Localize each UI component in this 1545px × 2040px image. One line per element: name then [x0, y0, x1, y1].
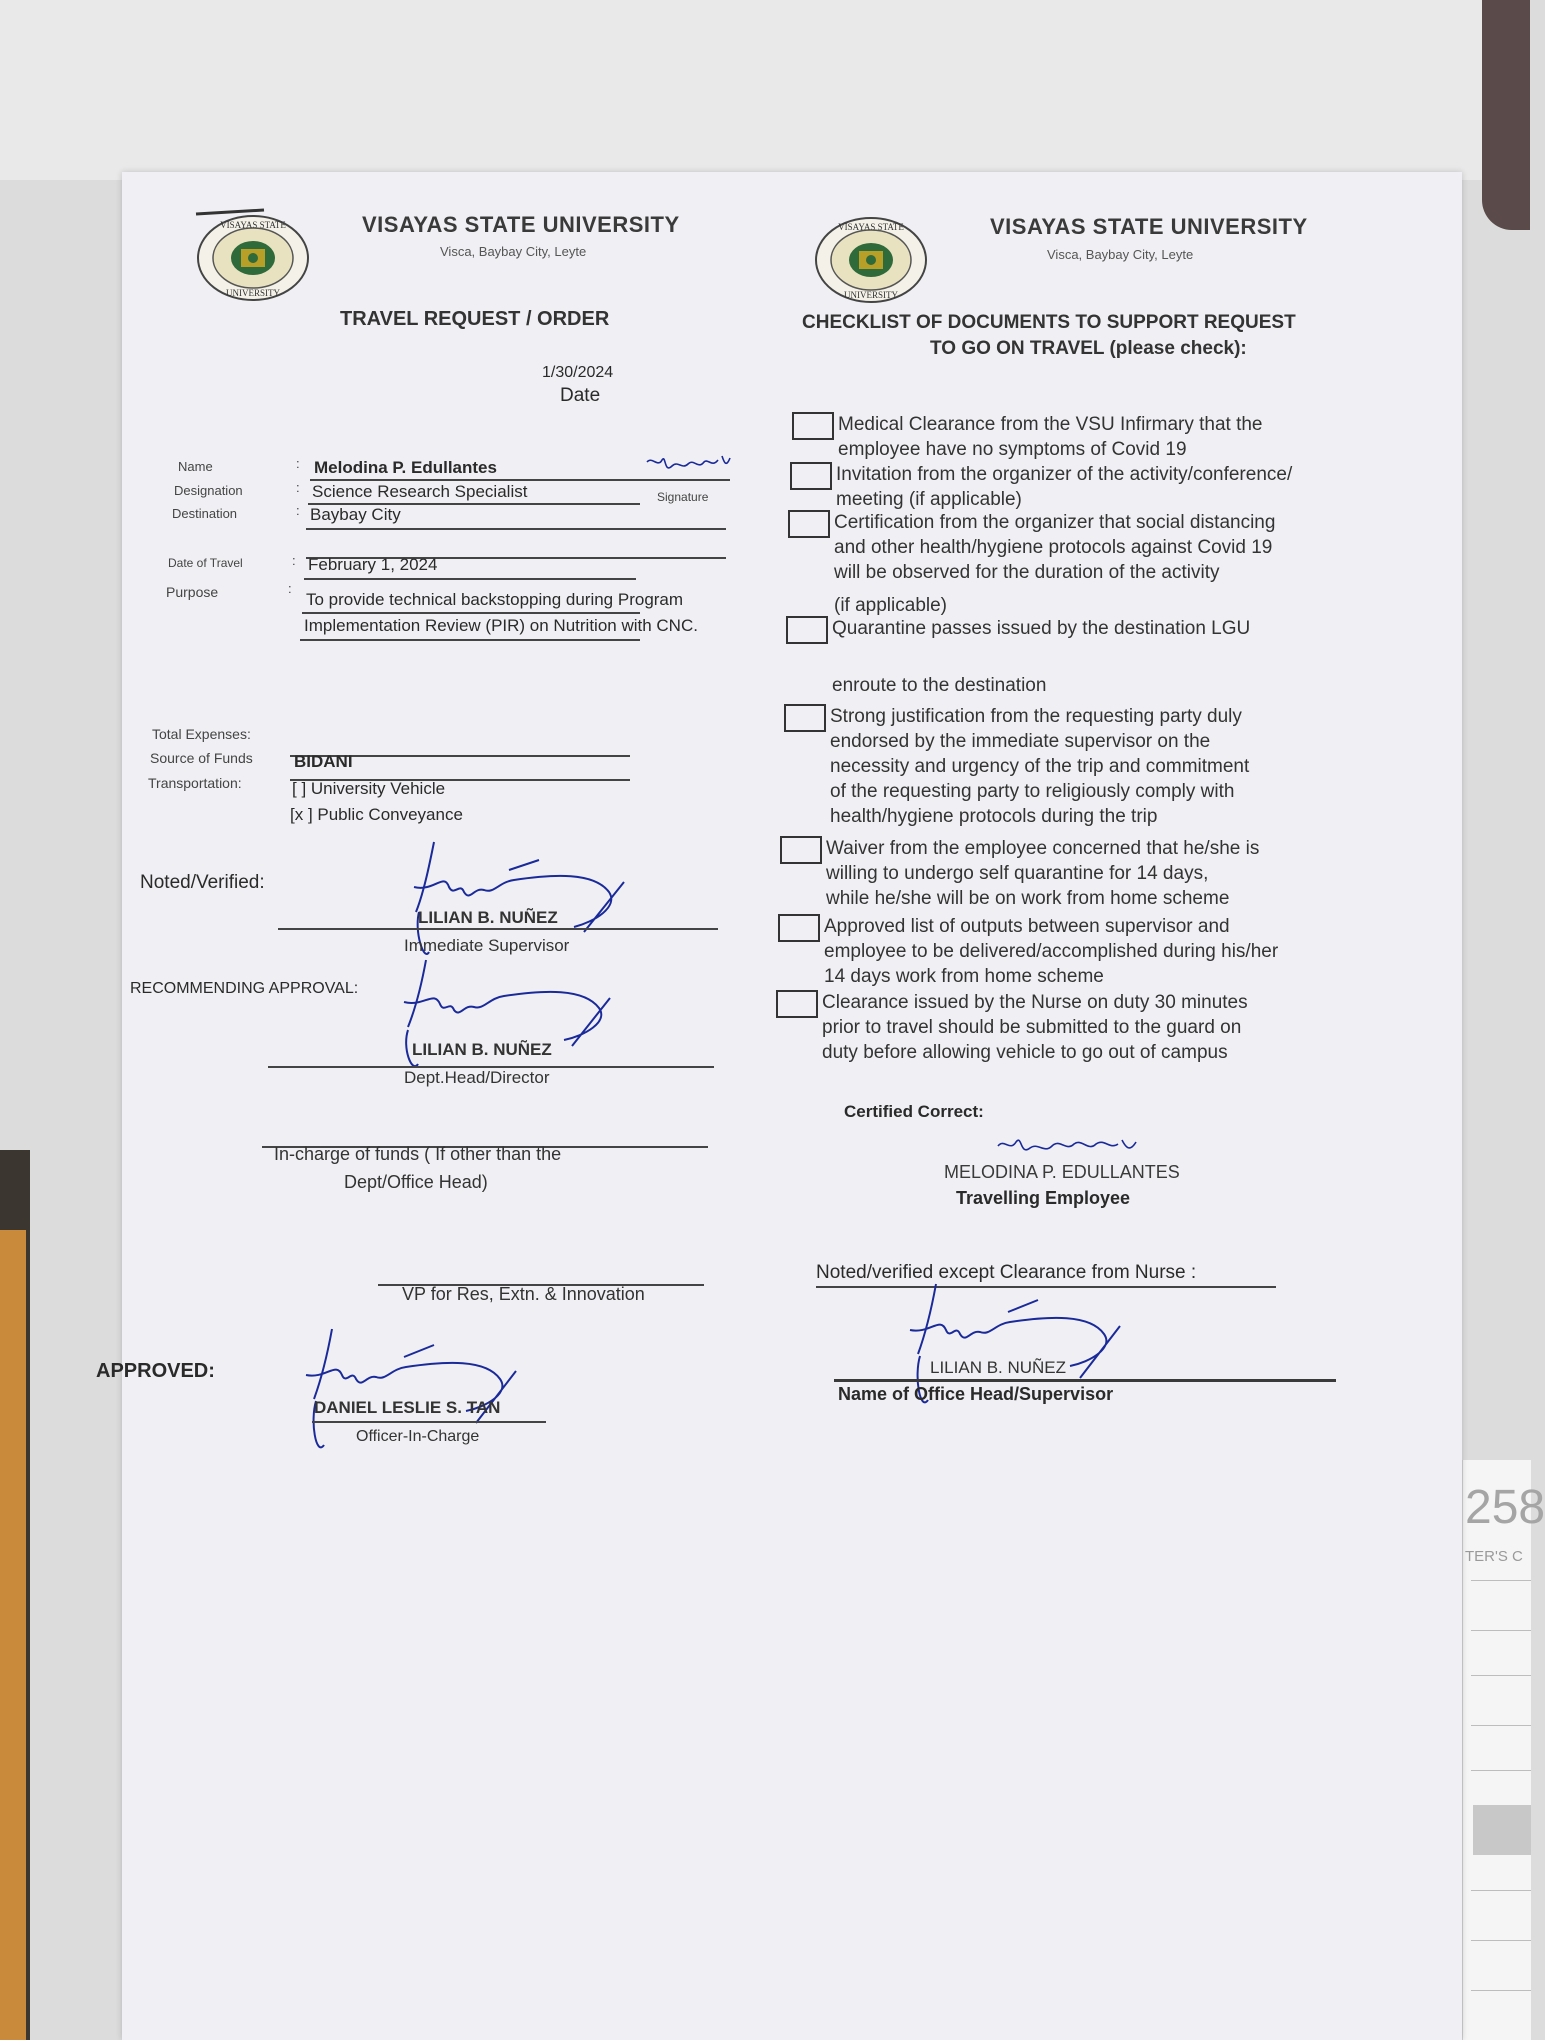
transport-option-university-vehicle: [ ] University Vehicle [292, 779, 446, 798]
checklist-item-3 [834, 510, 1275, 618]
checklist-checkbox-5[interactable] [784, 704, 826, 732]
checklist-item-text: will be observed for the duration of the activity [834, 562, 1220, 583]
checklist-item-text: Medical Clearance from the VSU Infirmary that the [838, 414, 1263, 435]
checklist-item-text: prior to travel should be submitted to the guard on [822, 1017, 1242, 1038]
noted-except-role: Name of Office Head/Supervisor [838, 1384, 1114, 1404]
svg-text:UNIVERSITY: UNIVERSITY [226, 288, 280, 298]
date-of-travel-value: February 1, 2024 [308, 555, 438, 574]
checklist-item-text: Invitation from the organizer of the activity/conference/ [836, 464, 1293, 485]
checklist-item-6 [826, 836, 1259, 911]
total-expenses-label: Total Expenses: [152, 726, 251, 742]
certified-role: Travelling Employee [956, 1188, 1131, 1208]
checklist-checkbox-4[interactable] [786, 616, 828, 644]
checklist-title-line2: TO GO ON TRAVEL (please check): [930, 338, 1247, 359]
noted-verified-label: Noted/Verified: [140, 872, 265, 893]
checklist-checkbox-2[interactable] [790, 462, 832, 490]
colon: : [288, 581, 292, 596]
destination-label: Destination [172, 506, 238, 521]
university-seal-left [194, 212, 312, 302]
colon: : [296, 480, 300, 495]
incharge-funds-line2: Dept/Office Head) [344, 1172, 488, 1192]
designation-value: Science Research Specialist [312, 482, 528, 501]
university-seal-right [812, 214, 930, 304]
purpose-line1: To provide technical backstopping during Program [306, 590, 684, 609]
background-object [1482, 0, 1530, 230]
recommending-role: Dept.Head/Director [404, 1068, 550, 1087]
adjacent-document [1462, 1460, 1545, 2040]
checklist-item-text: employee have no symptoms of Covid 19 [838, 439, 1187, 460]
adjacent-document-number: 258 [1465, 1481, 1545, 1534]
colon: : [296, 456, 300, 471]
checklist-item-text: and other health/hygiene protocols against Covid 19 [834, 537, 1273, 558]
noted-name: LILIAN B. NUÑEZ [418, 908, 558, 927]
checklist-item-1 [838, 412, 1263, 462]
checklist-item-4 [832, 616, 1250, 698]
name-value: Melodina P. Edullantes [314, 458, 497, 477]
source-of-funds-value: BIDANI [294, 752, 353, 771]
recommending-name: LILIAN B. NUÑEZ [412, 1040, 552, 1059]
checklist-item-text: endorsed by the immediate supervisor on the [830, 731, 1211, 752]
background-folder [0, 1230, 26, 2040]
checklist-checkbox-7[interactable] [778, 914, 820, 942]
svg-text:UNIVERSITY: UNIVERSITY [844, 290, 898, 300]
checklist-item-text: enroute to the destination [832, 675, 1047, 696]
approved-name: DANIEL LESLIE S. TAN [314, 1398, 501, 1417]
checklist-item-text: Certification from the organizer that social distancing [834, 512, 1276, 533]
university-name-right: VISAYAS STATE UNIVERSITY [990, 214, 1308, 239]
checklist-item-text: necessity and urgency of the trip and commitment [830, 756, 1250, 777]
incharge-funds-line1: In-charge of funds ( If other than the [274, 1144, 562, 1164]
background-wall [0, 0, 1530, 180]
checklist-item-8 [822, 990, 1248, 1065]
employee-signature-certified [992, 1132, 1152, 1164]
checklist-item-text: health/hygiene protocols during the trip [830, 806, 1158, 827]
colon: : [296, 503, 300, 518]
checklist-item-text: Strong justification from the requesting party duly [830, 706, 1242, 727]
checklist-item-text: 14 days work from home scheme [824, 966, 1104, 987]
svg-text:VISAYAS STATE: VISAYAS STATE [838, 222, 904, 232]
noted-except-name: LILIAN B. NUÑEZ [930, 1358, 1067, 1377]
checklist-item-text: Waiver from the employee concerned that he/she is [826, 838, 1260, 859]
noted-role: Immediate Supervisor [404, 936, 570, 955]
checklist-checkbox-1[interactable] [792, 412, 834, 440]
checklist-item-text: of the requesting party to religiously comply with [830, 781, 1235, 802]
noted-except-label: Noted/verified except Clearance from Nurse : [816, 1262, 1197, 1283]
vp-role: VP for Res, Extn. & Innovation [402, 1284, 645, 1304]
university-address-right: Visca, Baybay City, Leyte [1047, 247, 1194, 262]
checklist-item-text: Approved list of outputs between supervisor and [824, 916, 1230, 937]
checklist-item-text: employee to be delivered/accomplished during his/her [824, 941, 1279, 962]
approved-role: Officer-In-Charge [356, 1428, 480, 1445]
checklist-item-2 [836, 462, 1292, 512]
colon: : [292, 553, 296, 568]
checklist-item-text: while he/she will be on work from home scheme [826, 888, 1230, 909]
checklist-item-text: Quarantine passes issued by the destination LGU [832, 618, 1251, 639]
checklist-item-text: willing to undergo self quarantine for 14 days, [826, 863, 1209, 884]
checklist-checkbox-6[interactable] [780, 836, 822, 864]
checklist-item-text: meeting (if applicable) [836, 489, 1022, 510]
form-title: TRAVEL REQUEST / ORDER [340, 308, 610, 330]
designation-label: Designation [174, 483, 243, 498]
checklist-item-text: duty before allowing vehicle to go out of campus [822, 1042, 1228, 1063]
name-label: Name [178, 459, 213, 474]
date-of-travel-label: Date of Travel [168, 556, 243, 570]
supervisor-signature-2 [384, 952, 684, 1082]
svg-text:VISAYAS STATE: VISAYAS STATE [220, 220, 286, 230]
adjacent-document-label: TER'S C [1465, 1548, 1523, 1565]
purpose-line2: Implementation Review (PIR) on Nutrition with CNC. [304, 616, 698, 635]
checklist-item-text: (if applicable) [834, 595, 947, 616]
checklist-checkbox-8[interactable] [776, 990, 818, 1018]
employee-signature [642, 452, 742, 482]
approved-label: APPROVED: [96, 1360, 215, 1382]
certified-name: MELODINA P. EDULLANTES [944, 1162, 1180, 1182]
checklist-item-5 [830, 704, 1249, 829]
checklist-item-7 [824, 914, 1278, 989]
checklist-title-line1: CHECKLIST OF DOCUMENTS TO SUPPORT REQUEST [802, 312, 1296, 333]
destination-value: Baybay City [310, 505, 401, 524]
date-label: Date [560, 385, 601, 406]
checklist-item-text: Clearance issued by the Nurse on duty 30 minutes [822, 992, 1248, 1013]
travel-request-form [96, 172, 1462, 2040]
certified-correct-label: Certified Correct: [844, 1102, 984, 1121]
purpose-label: Purpose [166, 584, 219, 600]
signature-label: Signature [657, 490, 709, 504]
university-address-left: Visca, Baybay City, Leyte [440, 244, 587, 259]
request-date: 1/30/2024 [542, 364, 614, 381]
transportation-label: Transportation: [148, 775, 242, 791]
checklist-checkbox-3[interactable] [788, 510, 830, 538]
university-name-left: VISAYAS STATE UNIVERSITY [362, 212, 680, 237]
transport-option-public-conveyance: [x ] Public Conveyance [290, 805, 463, 824]
source-of-funds-label: Source of Funds [150, 750, 253, 766]
recommending-approval-label: RECOMMENDING APPROVAL: [130, 980, 359, 997]
